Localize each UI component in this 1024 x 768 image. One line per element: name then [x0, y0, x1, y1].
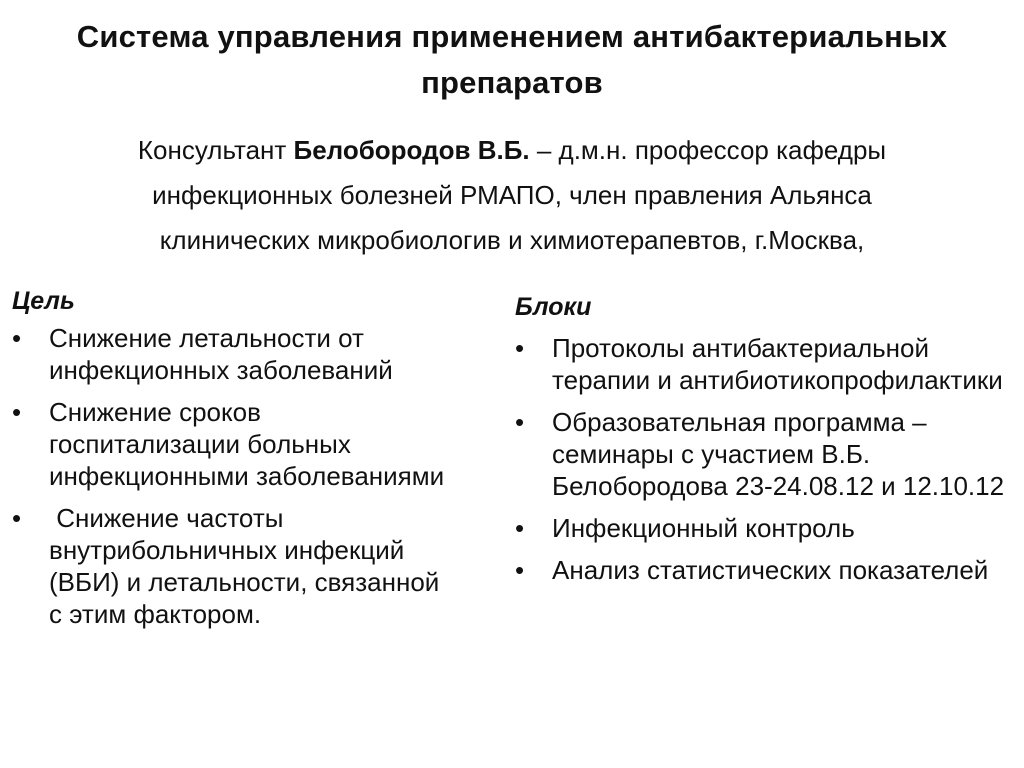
goal-item-text: Снижение сроков госпитализации больных инфекционными заболеваниями	[49, 397, 445, 491]
consultant-line-2: инфекционных болезней РМАПО, член правления Альянса	[152, 180, 872, 210]
bullet-icon: •	[12, 397, 22, 427]
goal-item-text: Снижение летальности от инфекционных заболеваний	[49, 323, 393, 385]
goal-item-text: Снижение частоты внутрибольничных инфекций (ВБИ) и летальности, связанной с этим фактором.	[49, 503, 447, 629]
bullet-icon: •	[12, 503, 22, 533]
slide-title-line-1: Система управления применением антибактериальных	[76, 19, 948, 54]
goal-heading: Цель	[12, 287, 75, 315]
consultant-line-1	[40, 128, 984, 173]
goal-list-item	[12, 396, 452, 492]
bullet-icon: •	[515, 555, 525, 585]
blocks-item-text: Анализ статистических показателей	[552, 555, 989, 585]
goal-list	[12, 322, 452, 630]
consultant-prefix: Консультант	[137, 135, 294, 165]
bullet-icon: •	[515, 407, 525, 437]
bullet-icon: •	[515, 513, 525, 543]
consultant-line-3: клинических микробиологив и химиотерапевтов, г.Москва,	[159, 225, 865, 255]
slide-title	[0, 14, 1024, 106]
blocks-list-item	[515, 554, 1015, 586]
consultant-title: – д.м.н. профессор кафедры	[529, 135, 887, 165]
bullet-icon: •	[515, 333, 525, 363]
slide-title-line-2: препаратов	[421, 65, 603, 100]
goal-column	[12, 284, 452, 640]
blocks-list-item	[515, 332, 1015, 396]
blocks-item-text: Протоколы антибактериальной терапии и антибиотикопрофилактики	[552, 333, 1003, 395]
blocks-list	[515, 332, 1015, 586]
blocks-item-text: Образовательная программа – семинары с участием В.Б. Белобородова 23-24.08.12 и 12.10.12	[552, 407, 1005, 501]
consultant-block	[40, 128, 984, 263]
goal-list-item	[12, 322, 452, 386]
blocks-item-text: Инфекционный контроль	[552, 513, 855, 543]
blocks-list-item	[515, 406, 1015, 502]
goal-list-item	[12, 502, 452, 630]
blocks-heading: Блоки	[515, 293, 592, 321]
blocks-column	[515, 290, 1015, 596]
consultant-name: Белобородов В.Б.	[293, 135, 530, 165]
blocks-list-item	[515, 512, 1015, 544]
bullet-icon: •	[12, 323, 22, 353]
